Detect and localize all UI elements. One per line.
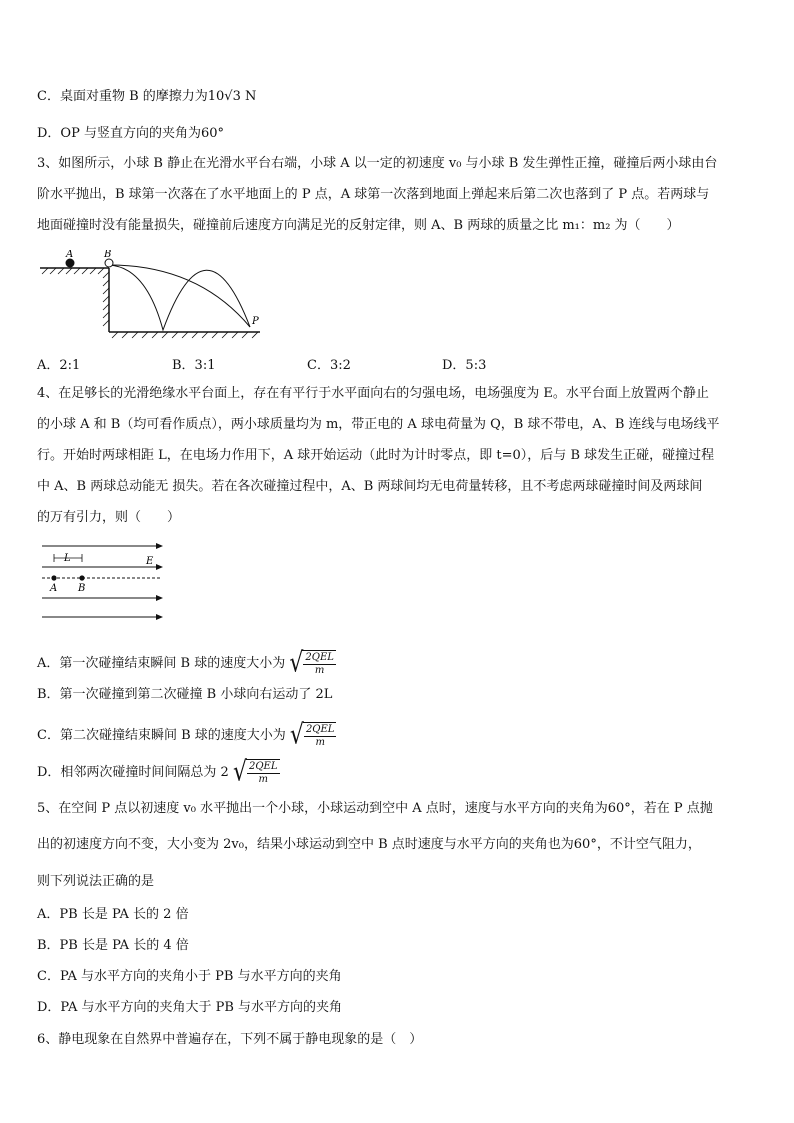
q5-option-b: B．PB 长是 PA 长的 4 倍 (37, 938, 189, 953)
fig4-ball-b (79, 575, 84, 580)
fig3-label-p: P (252, 316, 259, 327)
frac-denominator: m (315, 737, 325, 748)
fig4-label-a: A (50, 583, 58, 594)
q4-option-c (37, 719, 336, 751)
frac-denominator: m (314, 665, 325, 676)
fig4-label-b: B (78, 583, 86, 594)
q2-option-d: D．OP 与竖直方向的夹角为60° (37, 126, 225, 141)
q4-stem-line-2: 的小球 A 和 B（均可看作质点），两小球质量均为 m，带正电的 A 球电荷量为 Q，B 球不带电，A、B 连线与电场线平 (37, 417, 720, 432)
q4-stem-line-3: 行。开始时两球相距 L，在电场力作用下，A 球开始运动（此时为计时零点，即 t=0），后与 B 球发生正碰，碰撞过程 (37, 448, 715, 463)
fig4-label-l: L (64, 553, 71, 564)
q3-option-c: C．3:2 (307, 358, 351, 373)
frac-numerator: 2QEL (249, 761, 278, 772)
q5-option-a: A．PB 长是 PA 长的 2 倍 (37, 907, 189, 922)
q4-option-d-text: D．相邻两次碰撞时间间隔总为 2 (37, 765, 229, 780)
fig4-ball-a (51, 575, 56, 580)
q6-stem: 6、静电现象在自然界中普遍存在，下列不属于静电现象的是（ ） (37, 1032, 423, 1047)
q3-figure (38, 250, 268, 340)
q5-stem-line-1: 5、在空间 P 点以初速度 v₀ 水平抛出一个小球，小球运动到空中 A 点时，速度与水平方向的夹角为60°，若在 P 点抛 (37, 801, 713, 816)
q2-option-c: C．桌面对重物 B 的摩擦力为10√3 N (37, 89, 257, 104)
q3-option-b: B．3:1 (172, 358, 216, 373)
trajectory-b (109, 265, 250, 327)
q5-option-d: D．PA 与水平方向的夹角大于 PB 与水平方向的夹角 (37, 1000, 343, 1015)
q3-option-a: A．2:1 (37, 358, 81, 373)
q4-stem-line-4: 中 A、B 两球总动能无 损失。若在各次碰撞过程中，A、B 两球间均无电荷量转移，且不考虑两球碰撞时间及两球间 (37, 479, 703, 494)
sqrt-expression: √ $\frac{\text{2QEL}}{m}$ (232, 756, 278, 788)
q3-stem-line-1: 3、如图所示，小球 B 静止在光滑水平台右端，小球 A 以一定的初速度 v₀ 与小球 B 发生弹性正撞，碰撞后两小球由台 (37, 156, 718, 171)
q4-option-a-text: A．第一次碰撞结束瞬间 B 球的速度大小为 (37, 656, 286, 671)
q3-options (37, 354, 577, 373)
q4-option-a (37, 647, 336, 679)
q4-stem-line-5: 的万有引力，则（ ） (37, 510, 181, 525)
sqrt-expression: √ $\frac{\text{2QEL}}{m}$ (289, 719, 335, 751)
q5-stem-line-3: 则下列说法正确的是 (37, 874, 155, 889)
q5-option-c: C．PA 与水平方向的夹角小于 PB 与水平方向的夹角 (37, 969, 342, 984)
fig3-label-a: A (66, 250, 74, 260)
fig4-label-e: E (146, 556, 154, 567)
frac-numerator: 2QEL (305, 652, 334, 663)
q3-stem-line-3: 地面碰撞时没有能量损失，碰撞前后速度方向满足光的反射定律，则 A、B 两球的质量之比 m₁：m₂ 为（ ） (37, 218, 680, 233)
q5-stem-line-2: 出的初速度方向不变，大小变为 2v₀，结果小球运动到空中 B 点时速度与水平方向的夹角也为60°，不计空气阻力， (37, 837, 701, 852)
frac-denominator: m (258, 774, 268, 785)
q4-option-b: B．第一次碰撞到第二次碰撞 B 小球向右运动了 2L (37, 687, 333, 702)
q3-option-d: D．5:3 (442, 358, 487, 373)
q4-option-c-text: C．第二次碰撞结束瞬间 B 球的速度大小为 (37, 728, 286, 743)
q3-stem-line-2: 阶水平抛出，B 球第一次落在了水平地面上的 P 点，A 球第一次落到地面上弹起来后第二次也落到了 P 点。若两球与 (37, 187, 710, 202)
trajectory-a (109, 265, 250, 330)
q4-figure (38, 540, 168, 620)
frac-numerator: 2QEL (305, 724, 335, 735)
sqrt-expression: √ $\frac{\text{2QEL}}{m}$ (289, 647, 334, 679)
fig3-label-b: B (104, 250, 112, 260)
ball-b (105, 259, 113, 267)
q4-stem-line-1: 4、在足够长的光滑绝缘水平台面上，存在有平行于水平面向右的匀强电场，电场强度为 E。水平台面上放置两个静止 (37, 386, 709, 401)
q4-option-d (37, 756, 280, 788)
